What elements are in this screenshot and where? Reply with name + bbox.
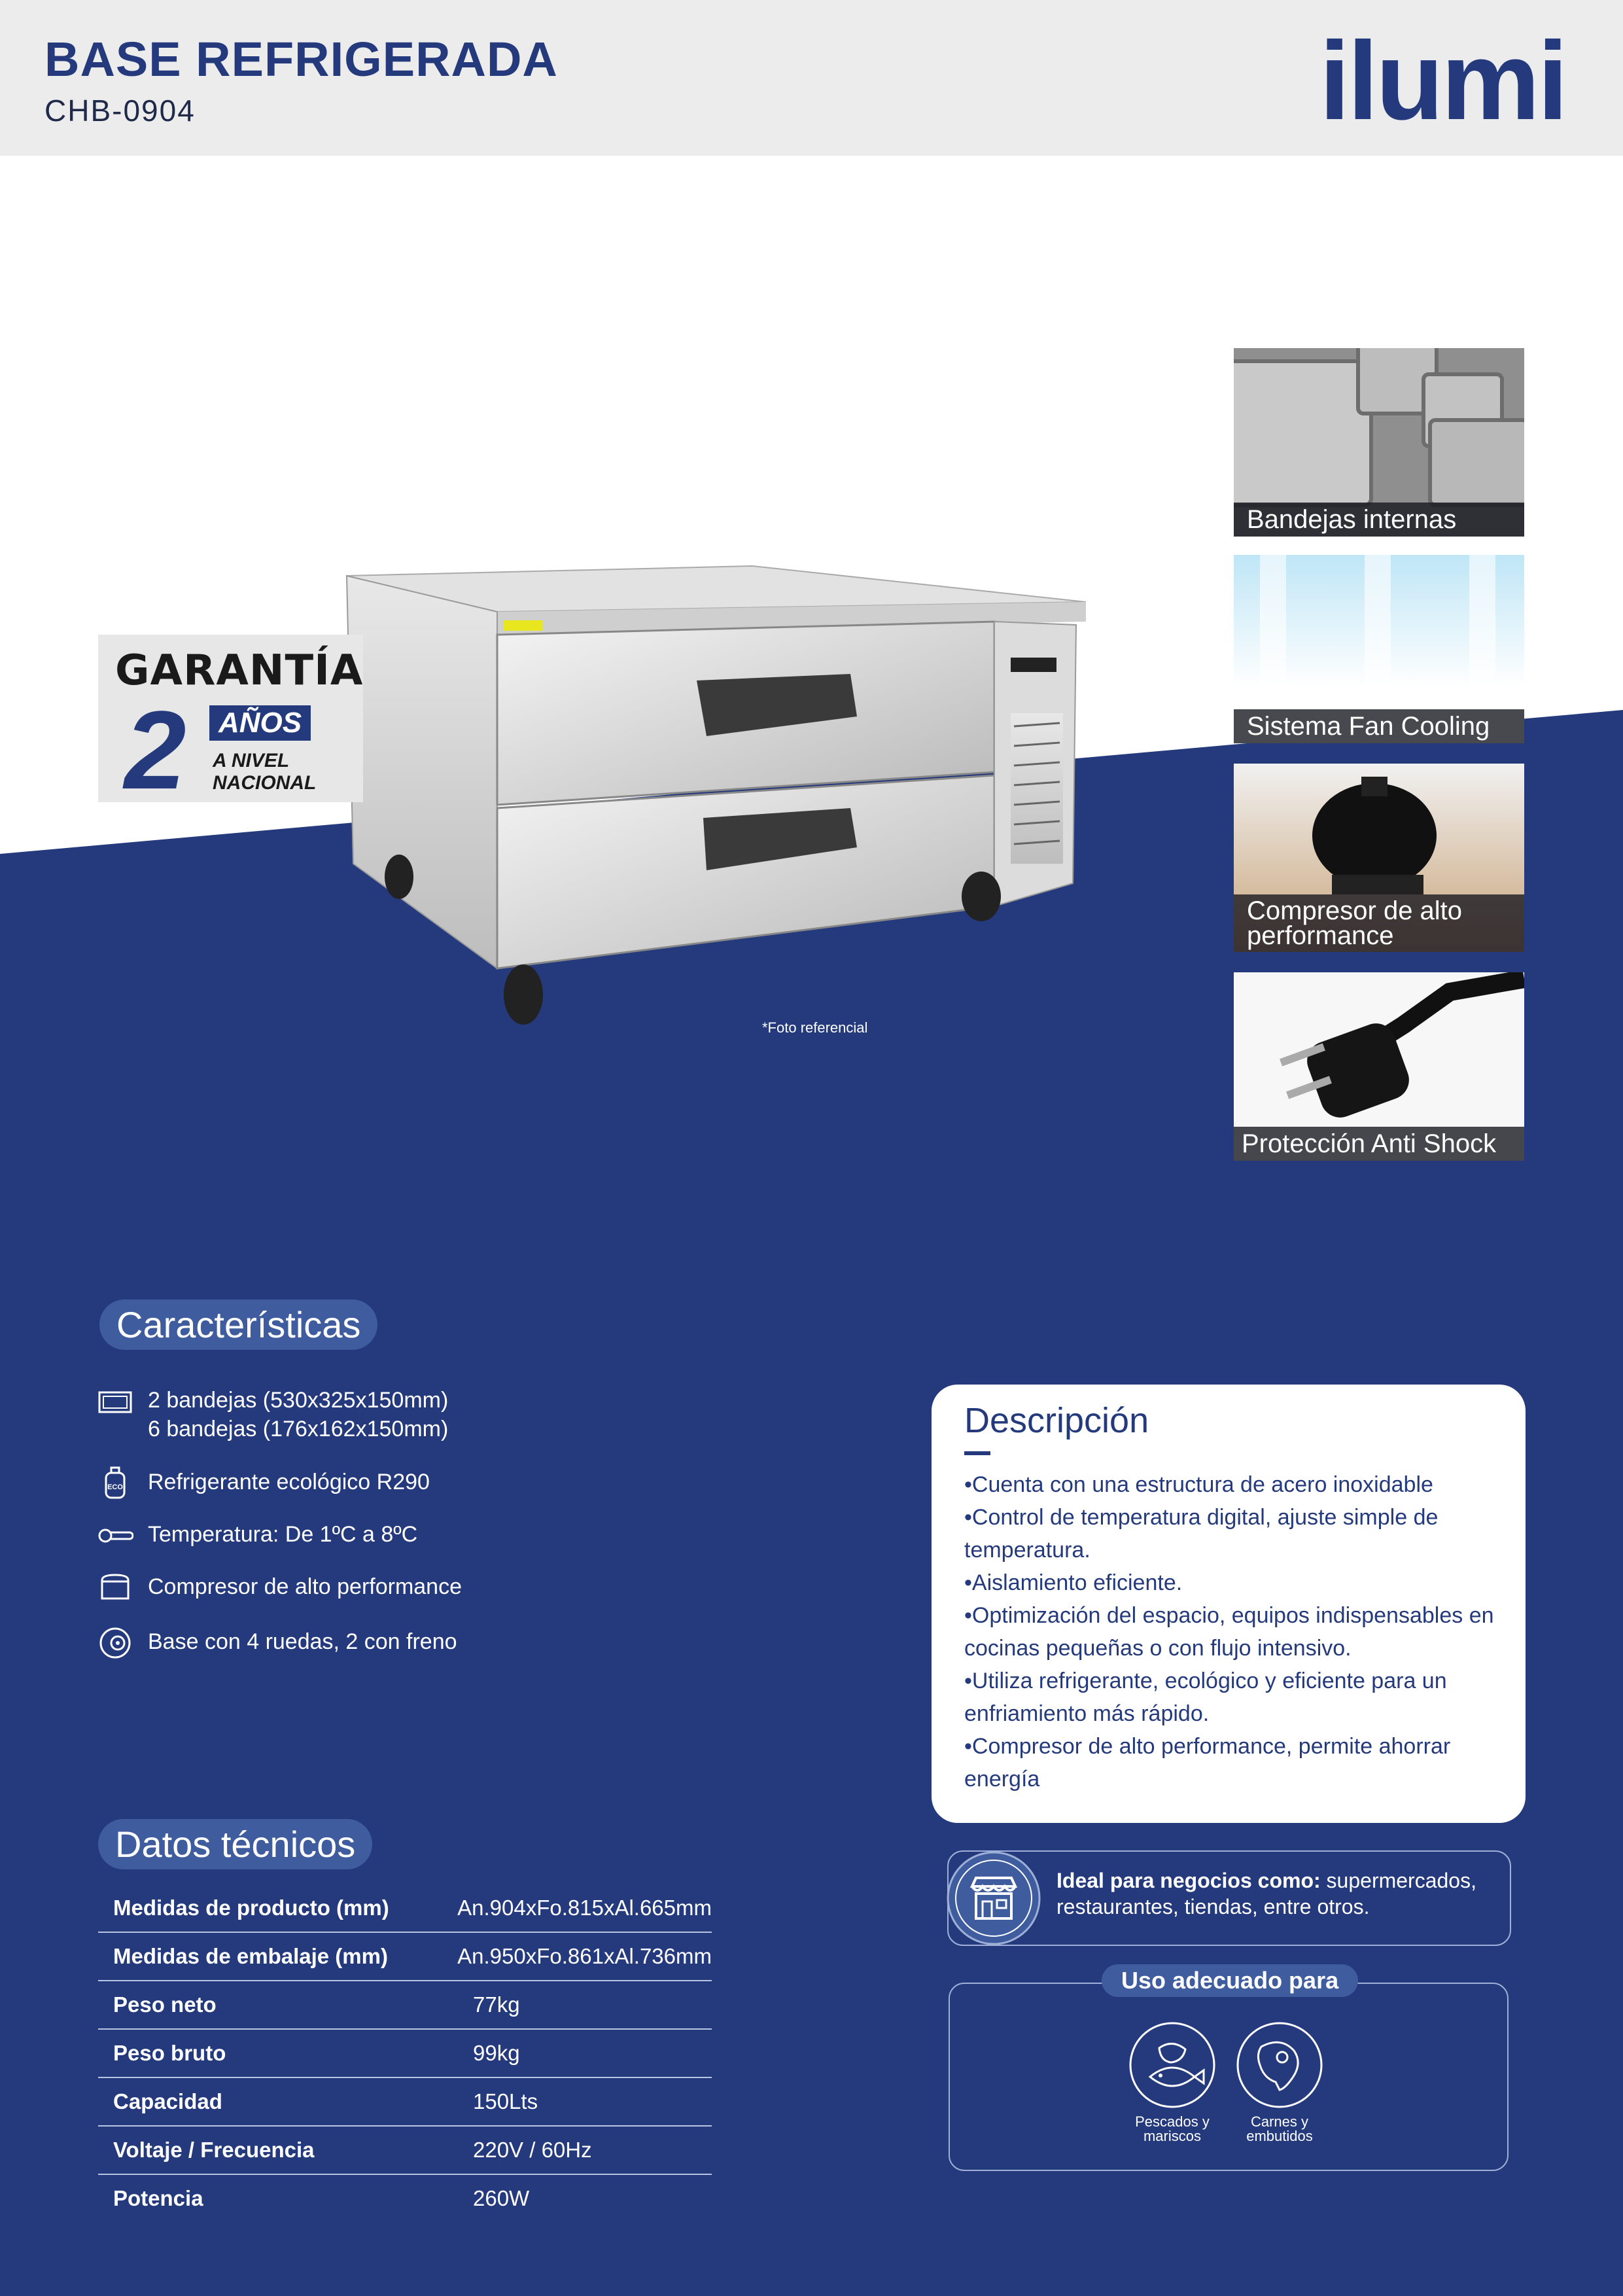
table-row — [98, 2127, 712, 2175]
table-row — [98, 2078, 712, 2127]
descripcion-item: •Control de temperatura digital, ajuste simple de temperatura. — [964, 1505, 1439, 1563]
descripcion-item: •Cuenta con una estructura de acero inoxidable — [964, 1472, 1433, 1497]
descripcion-item: •Aislamiento eficiente. — [964, 1570, 1183, 1595]
spec-label: Peso bruto — [113, 2041, 226, 2065]
caracteristica-text: Temperatura: De 1ºC a 8ºC — [148, 1522, 418, 1547]
feature-card-trays — [1234, 348, 1524, 537]
uso-item-label-line2: mariscos — [1143, 2128, 1201, 2144]
thermometer-icon — [97, 1517, 133, 1554]
descripcion-item: •Utiliza refrigerante, ecológico y eficiente para un enfriamiento más rápido. — [964, 1669, 1447, 1726]
spec-label: Capacidad — [113, 2089, 222, 2113]
photo-note: *Foto referencial — [762, 1019, 868, 1036]
spec-label: Medidas de embalaje (mm) — [113, 1944, 388, 1968]
spec-value: An.950xFo.861xAl.736mm — [457, 1944, 712, 1968]
spec-value: An.904xFo.815xAl.665mm — [457, 1896, 712, 1920]
warranty-title: GARANTÍA — [115, 646, 364, 695]
table-row — [98, 1884, 712, 1933]
page-title: BASE REFRIGERADA — [44, 32, 558, 86]
spec-value: 260W — [473, 2186, 530, 2210]
datos-tecnicos-title: Datos técnicos — [98, 1819, 372, 1869]
descripcion-list — [964, 1468, 1507, 1795]
spec-label: Peso neto — [113, 1992, 217, 2017]
uso-item-label-line2: embutidos — [1246, 2128, 1313, 2144]
model-code: CHB-0904 — [44, 94, 196, 128]
brand-logo — [1302, 26, 1583, 124]
table-row — [98, 1981, 712, 2030]
table-row — [98, 2030, 712, 2078]
caracteristica-text: Base con 4 ruedas, 2 con freno — [148, 1629, 457, 1654]
warranty-years-unit: AÑOS — [209, 705, 311, 741]
caracteristica-item — [97, 1627, 457, 1661]
ideal-negocios-text — [1056, 1867, 1501, 1920]
caracteristicas-title: Características — [99, 1299, 377, 1350]
meat-icon — [1235, 2021, 1324, 2110]
uso-item-label — [1117, 2115, 1228, 2144]
descripcion-card — [932, 1385, 1526, 1823]
warranty-scope-line1: A NIVEL — [213, 750, 290, 771]
compressor-icon — [97, 1570, 133, 1606]
store-icon — [946, 1850, 1041, 1946]
caracteristica-text: 2 bandejas (530x325x150mm) — [148, 1388, 449, 1413]
feature-card-anti-shock — [1234, 972, 1524, 1161]
warranty-scope — [213, 750, 316, 794]
spec-label: Potencia — [113, 2186, 203, 2210]
warranty-badge — [98, 635, 364, 813]
caracteristica-item — [97, 1520, 417, 1554]
spec-value: 150Lts — [473, 2089, 538, 2113]
caracteristica-text: Refrigerante ecológico R290 — [148, 1470, 430, 1494]
feature-card-label: Protección Anti Shock — [1234, 1127, 1524, 1161]
table-row — [98, 1933, 712, 1981]
caracteristica-item — [97, 1572, 462, 1606]
uso-item-label-line1: Carnes y — [1250, 2113, 1309, 2130]
descripcion-underline — [964, 1451, 990, 1455]
ideal-negocios-box — [947, 1850, 1511, 1946]
uso-item-label-line1: Pescados y — [1135, 2113, 1210, 2130]
table-row — [98, 2175, 712, 2222]
feature-card-label: Compresor de alto performance — [1234, 894, 1524, 952]
warranty-scope-line2: NACIONAL — [213, 772, 317, 794]
uso-adecuado-box — [949, 1983, 1509, 2171]
descripcion-title: Descripción — [964, 1401, 1149, 1440]
caracteristica-text: Compresor de alto performance — [148, 1574, 462, 1599]
feature-card-fan-cooling — [1234, 555, 1524, 743]
descripcion-item: •Optimización del espacio, equipos indispensables en cocinas pequeñas o con flujo intensivo. — [964, 1603, 1494, 1661]
tray-icon — [97, 1383, 133, 1420]
uso-adecuado-title: Uso adecuado para — [1102, 1964, 1358, 1997]
caracteristica-text: 6 bandejas (176x162x150mm) — [148, 1417, 449, 1441]
feature-card-label: Sistema Fan Cooling — [1234, 709, 1524, 743]
ideal-negocios-list: supermercados, restaurantes, tiendas, entre otros. — [1056, 1869, 1476, 1918]
warranty-years-number: 2 — [124, 688, 186, 813]
seafood-icon — [1128, 2021, 1217, 2110]
spec-label: Voltaje / Frecuencia — [113, 2138, 315, 2162]
datos-tecnicos-table — [98, 1884, 712, 2222]
feature-card-label: Bandejas internas — [1234, 503, 1524, 537]
caracteristica-item — [97, 1386, 448, 1443]
feature-card-compressor — [1234, 764, 1524, 952]
caracteristica-item — [97, 1468, 430, 1502]
ideal-negocios-bold: Ideal para negocios como: — [1056, 1869, 1321, 1892]
spec-label: Medidas de producto (mm) — [113, 1896, 389, 1920]
uso-item-label — [1224, 2115, 1335, 2144]
product-image — [340, 550, 1086, 1034]
brand-logo-text: ilumi — [1319, 26, 1566, 124]
descripcion-item: •Compresor de alto performance, permite ahorrar energía — [964, 1734, 1451, 1792]
spec-value: 99kg — [473, 2041, 520, 2065]
svg-text:ECO: ECO — [107, 1483, 123, 1491]
spec-value: 220V / 60Hz — [473, 2138, 592, 2162]
eco-gas-icon — [97, 1465, 133, 1502]
spec-value: 77kg — [473, 1992, 520, 2017]
wheel-icon — [97, 1625, 133, 1661]
